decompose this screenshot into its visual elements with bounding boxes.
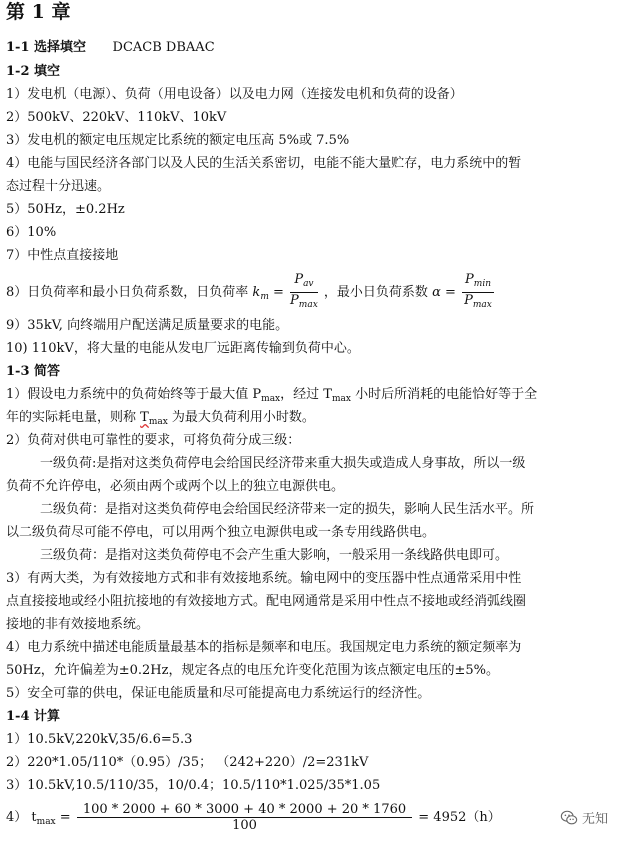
short-line-2: 2）负荷对供电可靠性的要求，可将负荷分成三级： [6,433,301,448]
fill-line-1: 1）发电机（电源）、负荷（用电设备）以及电力网（连接发电机和负荷的设备） [6,87,463,102]
min-load-fraction [462,272,494,313]
alpha-symbol: α = [432,285,456,300]
fill-line-4b: 态过程十分迅速。 [6,179,111,194]
section-1-4-heading: 1-4 计算 [6,709,61,724]
fill-line-5: 5）50Hz，±0.2Hz [6,202,125,217]
tmax-underlined: $T_{max}$ [140,410,168,427]
load-rate-fraction [290,272,318,313]
tmax-symbol: $t_{max}$ [31,810,56,827]
tmax-numerator: 100 * 2000 + 60 * 3000 + 40 * 2000 + 20 * 1760 [77,802,412,818]
load-rate-denominator: $P_{max}$ [290,293,318,310]
fill-line-7: 7）中性点直接接地 [6,248,119,263]
load-level-1a: 一级负荷:是指对这类负荷停电会给国民经济带来重大损失或造成人身事故，所以一级 [40,456,526,471]
load-level-1b: 负荷不允许停电，必须由两个或两个以上的独立电源供电。 [6,479,345,494]
min-load-numerator: $P_{min}$ [462,272,494,293]
tmax-fraction [77,802,412,833]
fill-line-3: 3）发电机的额定电压规定比系统的额定电压高 5%或 7.5% [6,133,350,148]
section-1-1-answers: DCACB DBAAC [112,40,215,55]
fill-line-10: 10) 110kV，将大量的电能从发电厂远距离传输到负荷中心。 [6,341,360,356]
short-line-1b: 年的实际耗电量，则称 $T_{max}$ 为最大负荷利用小时数。 [6,410,315,427]
min-load-denominator: $P_{max}$ [464,293,492,310]
fill-line-8-text-a: 8）日负荷率和最小日负荷系数，日负荷率 [6,285,249,300]
section-1-1 [6,38,616,58]
load-level-2b: 以二级负荷尽可能不停电，可以用两个独立电源供电或一条专用线路供电。 [6,525,436,540]
calc-line-1: 1）10.5kV,220kV,35/6.6=5.3 [6,732,193,747]
fill-line-4a: 4）电能与国民经济各部门以及人民的生活关系密切，电能不能大量贮存，电力系统中的暂 [6,156,522,171]
short-line-4b: 50Hz，允许偏差为±0.2Hz，规定各点的电压允许变化范围为该点额定电压的±5%。 [6,663,499,678]
km-symbol: $k_m$ [252,285,269,302]
load-level-3: 三级负荷：是指对这类负荷停电不会产生重大影响，一般采用一条线路供电即可。 [40,548,509,563]
short-line-4a: 4）电力系统中描述电能质量最基本的指标是频率和电压。我国规定电力系统的额定频率为 [6,640,522,655]
fill-line-8-text-b: ，最小日负荷系数 [323,285,428,300]
load-level-2a: 二级负荷：是指对这类负荷停电会给国民经济带来一定的损失，影响人民生活水平。所 [40,502,535,517]
load-rate-numerator: $P_{av}$ [290,272,318,293]
km-equals: = [273,285,284,300]
chapter-title: 第 1 章 [6,1,71,23]
fill-line-8 [6,272,616,308]
fill-line-2: 2）500kV、220kV、110kV、10kV [6,110,227,125]
section-1-1-heading: 1-1 选择填空 [6,40,87,55]
watermark-text: 无知 [581,812,608,827]
watermark [560,808,608,827]
calc-line-3: 3）10.5kV,10.5/110/35，10/0.4；10.5/110*1.025/35*1.05 [6,778,381,793]
section-1-3-heading: 1-3 简答 [6,364,61,379]
short-line-3b: 点直接接地或经小阻抗接地的有效接地方式。配电网通常是采用中性点不接地或经消弧线圈 [6,594,527,609]
fill-line-6: 6）10% [6,225,57,240]
fill-line-9: 9）35kV, 向终端用户配送满足质量要求的电能。 [6,318,289,333]
short-line-1a: 1）假设电力系统中的负荷始终等于最大值 $P_{max}$，经过 $T_{max}$ 小时后所消耗的电能恰好等于全 [6,387,538,404]
tmax-denominator: 100 [232,818,257,833]
section-1-2-heading: 1-2 填空 [6,64,61,79]
short-line-3c: 接地的非有效接地系统。 [6,617,150,632]
wechat-logo-icon [560,809,578,827]
calc-line-4: 4） $t_{max}$ = $\frac{100 * 2000 + 60 * 3000 + 40 * 2000 + 20 * 1760}{100}$ = 4952（h） [6,802,501,833]
short-line-5: 5）安全可靠的供电，保证电能质量和尽可能提高电力系统运行的经济性。 [6,686,431,701]
calc-line-2: 2）220*1.05/110*（0.95）/35； （242+220）/2=231kV [6,755,369,770]
tmax-result: = 4952（h） [418,810,501,825]
short-line-3a: 3）有两大类，为有效接地方式和非有效接地系统。输电网中的变压器中性点通常采用中性 [6,571,522,586]
